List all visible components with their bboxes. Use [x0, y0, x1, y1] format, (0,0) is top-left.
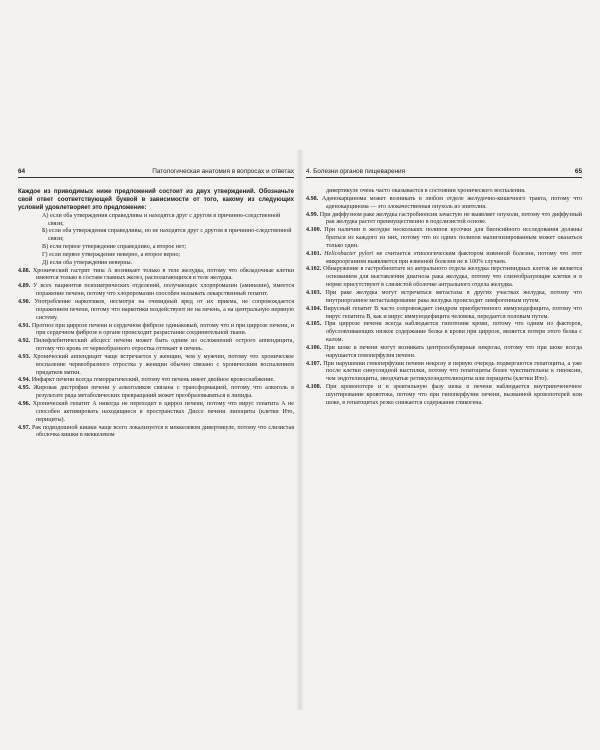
question-number: 4.94.: [18, 377, 31, 384]
right-running-title: 4. Болезни органов пищеварения: [306, 168, 406, 175]
option-b: Б) если оба утверждения справедливы, но не находятся друг с другом в причинно-следственной связи;: [42, 228, 292, 243]
question-text: При наличии в желудке нескольких полипов кусочки для биопсийного исследования должны браться из каждого из них, потому что из одних полипов малигнизированным может оказаться только один.: [324, 227, 583, 249]
question-number: 4.103.: [306, 289, 322, 296]
question-item: [306, 321, 582, 345]
book-gutter: [296, 150, 304, 710]
left-page-number: 64: [18, 168, 26, 175]
question-number: 4.102.: [306, 266, 322, 273]
question-number: 4.88.: [18, 267, 31, 274]
question-text: Прогноз при циррозе печени и сердечном фиброзе одинаковый, потому что и при циррозе печени, и при сердечном фиброзе в органе происходит разрастание соединительной ткани.: [31, 322, 294, 337]
question-text: При нарушении гемоперфузии печени некрозу в первую очередь подвергаются гепатоциты, а уже после клетки синусоидной выстилки, потому что гепатоциты более чувствительны к гипоксии, чем эндотелиоциты, звездчатые ретикулоэндотелиоциты или перициты (клетки Ито).: [323, 360, 583, 383]
question-item: [18, 283, 294, 299]
question-item: [18, 268, 294, 284]
question-text: При раке желудка могут встречаться метастазы в других участках желудка, потому что внутриорганное метастазирование рака желудка происходит лимфогенным путем.: [325, 289, 582, 304]
question-number: 4.96.: [18, 400, 31, 407]
question-text: Хронический гепатит А никогда не переходит в цирроз печени, потому что вирус гепатита А не способен активировать находящиеся в пространствах Диссе печени липоциты (клетки Ито, перициты).: [32, 400, 294, 423]
question-text: Обнаружение в гастробиоптате из антрального отдела желудка перстневидных клеток не является основанием для выставления диагноза рака желудка, потому что слизеобразующие клетки и в норме присутствуют в слизистой оболочке антрального отдела желудка.: [323, 266, 582, 289]
option-a: А) если оба утверждения справедливы и находятся друг с другом в причинно-следственной связи;: [42, 212, 281, 227]
question-list-right: [306, 196, 582, 408]
right-page: [306, 168, 582, 408]
question-text: не считается этиологическим фактором язвенной болезни, потому что этот микроорганизм выявляется при язвенной болезни не в 100% случаев.: [326, 250, 583, 265]
question-item: [306, 227, 582, 251]
question-number: 4.90.: [18, 299, 31, 305]
question-number: 4.101.: [306, 250, 322, 257]
left-page: [18, 168, 294, 440]
continuation-text: дивертикуле очень часто оказывается в состоянии хронического воспаления.: [326, 188, 526, 194]
answer-options: [18, 213, 294, 268]
question-text: Хронический аппендицит чаще встречается у женщин, чем у мужчин, потому что хроническое воспаление червеобразного отростка у женщин обычно связано с хроническим воспалением придатков матки.: [33, 353, 294, 376]
question-number: 4.89.: [18, 283, 31, 290]
question-item: [306, 251, 582, 267]
question-item: [18, 354, 294, 378]
question-text: Пилефлебитический абсцесс печени может быть одним из осложнений острого аппендицита, потому что кровь от червеобразного отростка оттекает в печень.: [33, 338, 294, 353]
question-text: Рак подвздошной кишки чаще всего локализуется в меккелевом дивертикуле, потому что слизистая оболочка кишки в меккелевом: [32, 424, 294, 439]
question-list-left: [18, 268, 294, 441]
question-item: [18, 338, 294, 354]
question-number: 4.95.: [18, 385, 31, 392]
question-number: 4.91.: [18, 322, 31, 329]
question-item: [306, 266, 582, 290]
question-number: 4.93.: [18, 353, 31, 360]
question-text: Инфаркт печени всегда геморрагический, потому что печень имеет двойное кровоснабжение.: [31, 377, 275, 384]
question-item: [306, 306, 582, 322]
option-c: В) если первое утверждение справедливо, а второе нет;: [42, 244, 187, 251]
question-number: 4.97.: [18, 424, 31, 431]
question-item: [306, 290, 582, 306]
option-e: Д) если оба утверждения неверны.: [42, 259, 133, 266]
question-number: 4.108.: [306, 384, 322, 391]
option-d: Г) если первое утверждение неверно, а второе верно;: [42, 251, 181, 258]
question-item: [306, 212, 582, 228]
organism-name: Helicobacter pylori: [324, 250, 374, 257]
question-number: 4.105.: [306, 321, 322, 328]
question-number: 4.106.: [306, 344, 322, 351]
question-text: Употребление наркотиков, несмотря на очевидный вред от их приема, не сопровождается поражением печени, потому что наркотики воздействуют не на печень, а на центральную нервную систему.: [34, 299, 294, 321]
question-number: 4.92.: [18, 338, 31, 345]
question-text: При циррозе печени всегда наблюдается гипотония крови, потому что одним из факторов, обусловливающих низкое содержание белка в крови при циррозе, является потеря этого белка с калом.: [324, 321, 582, 344]
question-number: 4.100.: [306, 227, 322, 234]
right-page-header: [306, 168, 582, 178]
question-number: 4.104.: [306, 305, 322, 312]
question-item: [18, 385, 294, 401]
question-number: 4.99.: [306, 211, 319, 218]
question-text: Вирусный гепатит В часто сопровождает синдром приобретенного иммунодефицита, потому что вирус гепатита В, как и вирус иммунодефицита человека, передается половым путем.: [323, 305, 582, 320]
left-page-header: [18, 168, 294, 178]
question-item: [306, 196, 582, 212]
question-text: Жировая дистрофия печени у алкоголиков связана с трансформацией, потому что алкоголь в результате ряда метаболических превращений может преобразовываться в липиды.: [33, 385, 294, 400]
question-text: Аденокарцинома может возникать в любом отделе желудочно-кишечного тракта, потому что аденокарцинома — это злокачественная опухоль из эпителия.: [321, 195, 582, 210]
question-item: [18, 401, 294, 425]
question-item: [306, 345, 582, 361]
question-item: [18, 323, 294, 339]
question-item: [306, 361, 582, 385]
question-text: При шоке в печени могут возникать центролобулярные некрозы, потому что при шоке всегда нарушается гемоперфузия печени.: [324, 344, 583, 359]
instruction: Каждое из приводимых ниже предложений состоит из двух утверждений. Обозначьте свой ответ соответствующей буквой в зависимости от того, какому из следующих условий удовлетворяет это предложение:: [18, 188, 294, 211]
question-number: 4.107.: [306, 360, 322, 367]
question-item: [306, 384, 582, 408]
question-item: [18, 299, 294, 323]
question-text: У всех пациентов психиатрических отделений, получающих хлорпромазин (аминазин), имеется поражение печени, потому что хлорпромазин способен вызывать лекарственный гепатит.: [33, 283, 294, 298]
right-page-number: 65: [574, 168, 582, 175]
question-text: Хронический гастрит типа А возникает только в теле желудка, потому что обкладочные клетки имеются только в составе главных желез, располагающихся в теле желудка.: [32, 267, 294, 282]
left-running-title: Патологическая анатомия в вопросах и ответах: [152, 168, 294, 175]
question-text: При кровопотере и в эректильную фазу шока в печени наблюдается внутрипеченочное шунтирование кровотока, потому что при гипоперфузии печени, вызванной кровопотерей или шоке, в гепатоцитах резко снижается содержание гликогена.: [325, 384, 582, 406]
question-text: При диффузном раке желудка гастробиопсия зачастую не выявляет опухоли, потому что диффузный рак желудка растет преимущественно в подслизистой основе.: [319, 211, 582, 226]
question-item: [18, 425, 294, 441]
question-number: 4.98.: [306, 195, 319, 202]
